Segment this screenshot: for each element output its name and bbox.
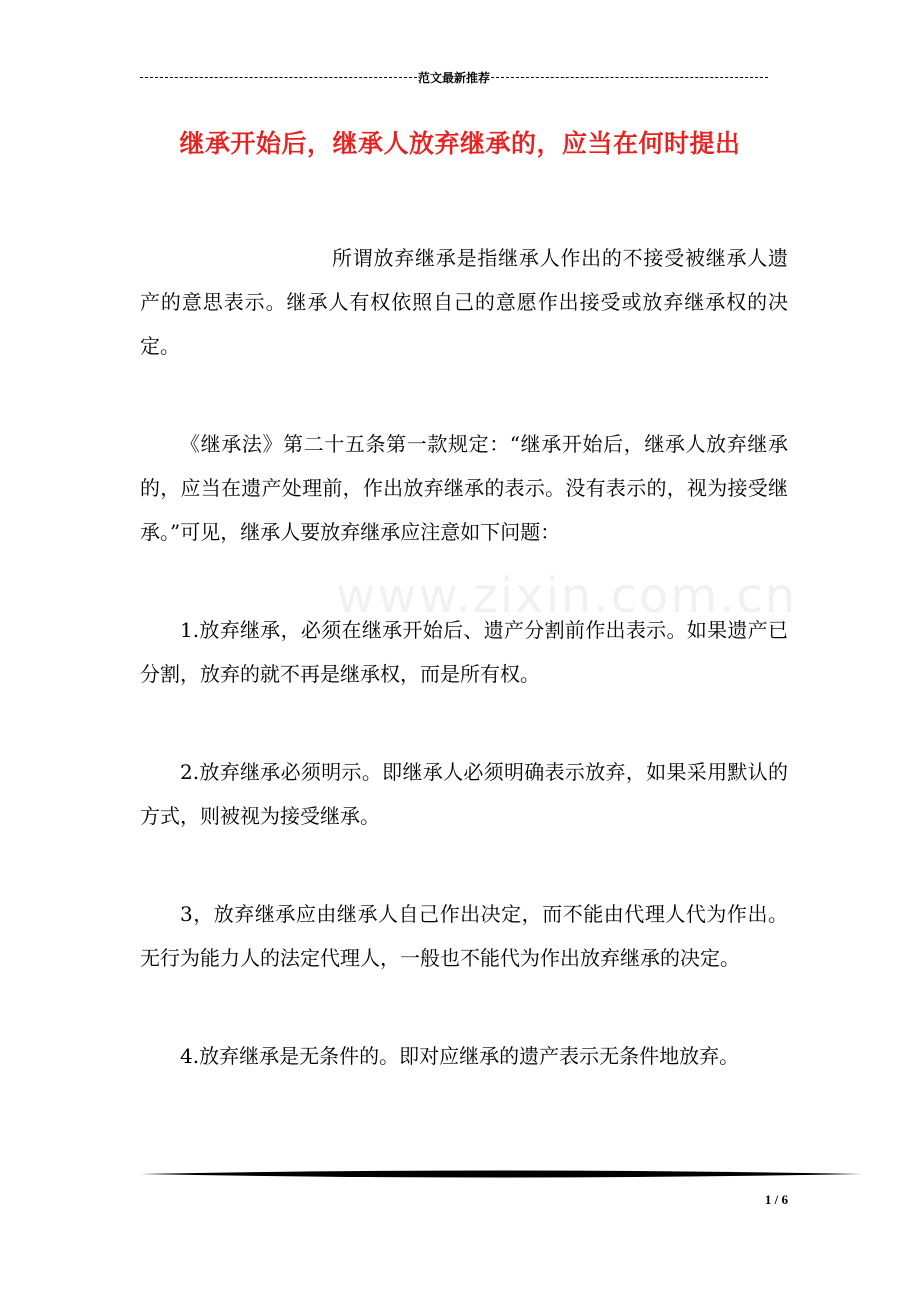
header-label: 范文最新推荐 bbox=[418, 70, 491, 85]
paragraph-point-3: 3，放弃继承应由继承人自己作出决定，而不能由代理人代为作出。无行为能力人的法定代理人，一般也不能代为作出放弃继承的决定。 bbox=[140, 902, 788, 970]
paragraph-point-1: 1.放弃继承，必须在继承开始后、遗产分割前作出表示。如果遗产已分割，放弃的就不再是继承权，而是所有权。 bbox=[140, 618, 788, 686]
paragraph-point-2: 2.放弃继承必须明示。即继承人必须明确表示放弃，如果采用默认的方式，则被视为接受继承。 bbox=[140, 760, 788, 828]
document-body bbox=[140, 236, 788, 1078]
header-dash-right bbox=[491, 77, 768, 78]
paragraph-law-article: 《继承法》第二十五条第一款规定：“继承开始后，继承人放弃继承的，应当在遗产处理前，作出放弃继承的表示。没有表示的，视为接受继承。”可见，继承人要放弃继承应注意如下问题： bbox=[140, 432, 788, 544]
page-number: 1 / 6 bbox=[764, 1192, 788, 1207]
watermark: www.zixin.com.cn bbox=[336, 568, 798, 624]
paragraph-definition: 所谓放弃继承是指继承人作出的不接受被继承人遗产的意思表示。继承人有权依照自己的意愿作出接受或放弃继承权的决定。 bbox=[140, 246, 788, 358]
paragraph-point-4: 4.放弃继承是无条件的。即对应继承的遗产表示无条件地放弃。 bbox=[180, 1044, 740, 1068]
document-title: 继承开始后，继承人放弃继承的，应当在何时提出 bbox=[179, 129, 741, 158]
header-dash-left bbox=[140, 77, 417, 78]
page-header bbox=[140, 68, 768, 86]
footer-rule bbox=[140, 1168, 862, 1180]
